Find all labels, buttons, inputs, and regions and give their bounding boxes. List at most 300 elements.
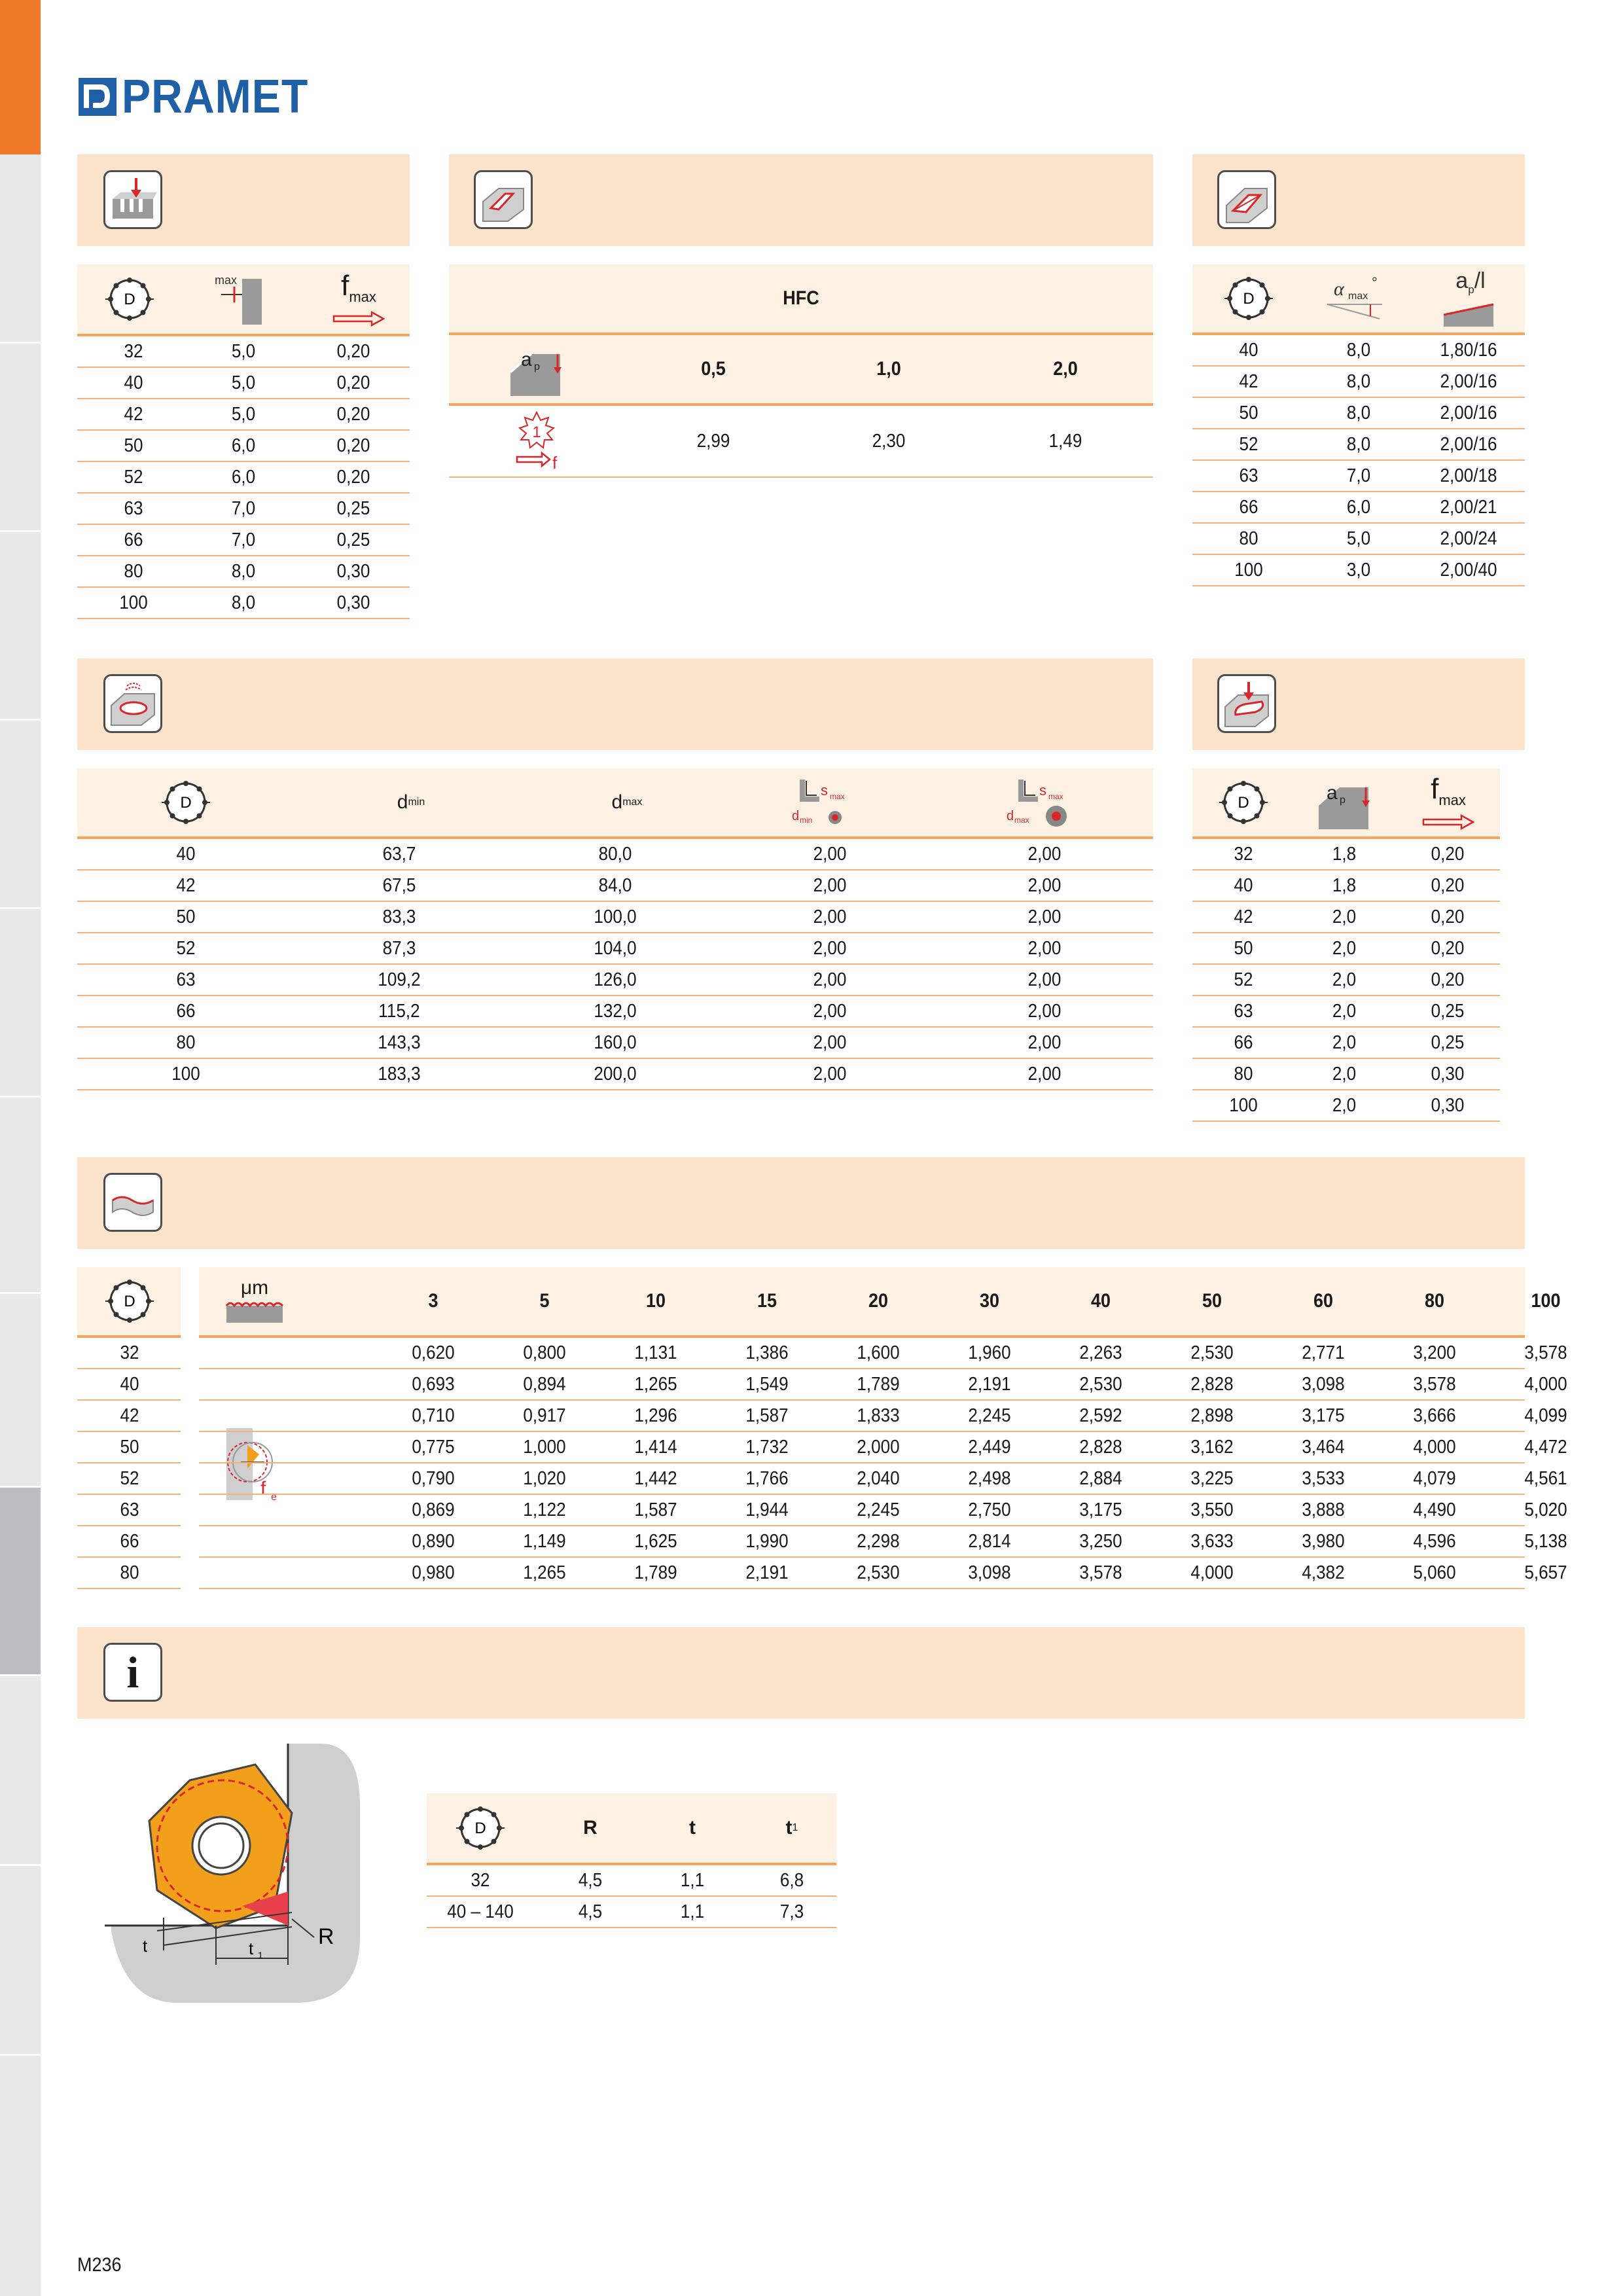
hfc-table-header bbox=[449, 264, 1153, 335]
svg-text:1: 1 bbox=[532, 423, 541, 441]
info-cell: 1,1 bbox=[680, 1901, 705, 1922]
fmax-symbol bbox=[326, 264, 391, 334]
plunge-cell: 5,0 bbox=[231, 340, 256, 362]
plunge-cell: 52 bbox=[124, 466, 143, 488]
finish-value-cell: 2,245 bbox=[968, 1405, 1011, 1426]
finish-value-cell: 1,600 bbox=[857, 1342, 900, 1363]
plunge-cell: 8,0 bbox=[231, 560, 256, 582]
finish-value-cell: 1,549 bbox=[745, 1373, 789, 1395]
finish-diameter-row bbox=[77, 1463, 181, 1495]
svg-text:p: p bbox=[1340, 795, 1346, 806]
finish-value-cell: 2,263 bbox=[1079, 1342, 1122, 1363]
finish-value-row bbox=[199, 1495, 1567, 1526]
svg-text:p: p bbox=[534, 361, 540, 372]
finish-value-row bbox=[199, 1401, 1567, 1432]
ramp-cell: 8,0 bbox=[1346, 339, 1371, 361]
hfc-f-value: 1,49 bbox=[1048, 430, 1082, 452]
finish-value-cell: 3,098 bbox=[1302, 1373, 1345, 1395]
finish-diameter-cell: 66 bbox=[120, 1530, 139, 1552]
plunge-cell: 0,20 bbox=[336, 340, 370, 362]
current-chapter-tab bbox=[0, 1486, 41, 1674]
circ-cell: 40 bbox=[1234, 874, 1253, 896]
circ-cell: 66 bbox=[1234, 1031, 1253, 1053]
ramp-row bbox=[1192, 524, 1525, 555]
svg-text:max: max bbox=[215, 274, 238, 287]
circ-cell: 0,20 bbox=[1431, 969, 1465, 990]
svg-text:max: max bbox=[1348, 291, 1368, 302]
circ-cell: 50 bbox=[1234, 937, 1253, 959]
plunge-row bbox=[77, 431, 410, 462]
pramet-logo bbox=[77, 71, 325, 123]
svg-text:D: D bbox=[1243, 290, 1255, 308]
finish-value-cell: 3,533 bbox=[1302, 1467, 1345, 1489]
circ-row bbox=[1192, 870, 1500, 902]
finish-value-cell: 4,561 bbox=[1524, 1467, 1567, 1489]
svg-text:a: a bbox=[1327, 782, 1338, 804]
info-row bbox=[427, 1897, 836, 1928]
finish-value-cell: 4,472 bbox=[1524, 1436, 1567, 1458]
finish-value-cell: 3,464 bbox=[1302, 1436, 1345, 1458]
finish-value-cell: 2,750 bbox=[968, 1499, 1011, 1520]
helical-cell: 80,0 bbox=[598, 843, 632, 865]
svg-text:D: D bbox=[474, 1820, 486, 1837]
finish-diameter-row bbox=[77, 1495, 181, 1526]
plunge-cell: 32 bbox=[124, 340, 143, 362]
smax-at-dmin-symbol bbox=[784, 768, 863, 836]
plunge-cell: 80 bbox=[124, 560, 143, 582]
circ-cell: 2,0 bbox=[1332, 906, 1357, 927]
finish-diameter-row bbox=[77, 1526, 181, 1558]
finish-value-cell: 3,578 bbox=[1413, 1373, 1456, 1395]
finish-value-cell: 1,131 bbox=[634, 1342, 677, 1363]
finish-value-rows bbox=[199, 1338, 1567, 1589]
info-cell: 32 bbox=[471, 1869, 490, 1891]
svg-text:R: R bbox=[318, 1924, 334, 1949]
helical-cell: 160,0 bbox=[594, 1031, 637, 1053]
helical-row bbox=[77, 1028, 1153, 1059]
plunge-rows bbox=[77, 336, 410, 619]
circ-row bbox=[1192, 965, 1500, 996]
helical-interpolation-icon bbox=[103, 674, 162, 733]
helical-cell: 2,00 bbox=[813, 1031, 847, 1053]
header-R: R bbox=[583, 1817, 597, 1839]
finish-value-cell: 3,578 bbox=[1524, 1342, 1567, 1363]
circ-cell: 2,0 bbox=[1332, 1094, 1357, 1116]
helical-cell: 183,3 bbox=[378, 1063, 421, 1085]
ramp-cell: 2,00/24 bbox=[1440, 528, 1497, 549]
finish-value-cell: 3,578 bbox=[1079, 1562, 1122, 1583]
info-cell: 7,3 bbox=[779, 1901, 804, 1922]
helical-cell: 2,00 bbox=[813, 937, 847, 959]
helical-cell: 2,00 bbox=[813, 906, 847, 927]
plunge-cell: 0,20 bbox=[336, 403, 370, 425]
info-cell: 1,1 bbox=[680, 1869, 705, 1891]
finish-value-cell: 1,265 bbox=[634, 1373, 677, 1395]
finish-value-cell: 2,530 bbox=[857, 1562, 900, 1583]
finish-value-row bbox=[199, 1463, 1567, 1495]
circ-cell: 1,8 bbox=[1332, 874, 1357, 896]
helical-cell: 2,00 bbox=[1027, 937, 1061, 959]
insert-geometry-diagram bbox=[98, 1734, 373, 2016]
helical-cell: 63,7 bbox=[382, 843, 416, 865]
finish-value-cell: 1,625 bbox=[634, 1530, 677, 1552]
finish-value-cell: 4,490 bbox=[1413, 1499, 1456, 1520]
ramp-cell: 8,0 bbox=[1346, 433, 1371, 455]
ramp-table bbox=[1192, 264, 1525, 589]
circ-table bbox=[1192, 768, 1500, 1124]
helical-cell: 200,0 bbox=[594, 1063, 637, 1085]
helical-cell: 2,00 bbox=[813, 1063, 847, 1085]
helical-cell: 2,00 bbox=[813, 969, 847, 990]
svg-text:d: d bbox=[1007, 809, 1014, 823]
finish-diameter-cell: 52 bbox=[120, 1467, 139, 1489]
finish-value-cell: 0,890 bbox=[412, 1530, 455, 1552]
helical-cell: 52 bbox=[176, 937, 196, 959]
finish-value-cell: 1,265 bbox=[523, 1562, 566, 1583]
finish-value-cell: 2,898 bbox=[1190, 1405, 1234, 1426]
helical-cell: 100 bbox=[171, 1063, 200, 1085]
helical-rows bbox=[77, 839, 1153, 1090]
plunge-cell: 42 bbox=[124, 403, 143, 425]
circ-cell: 32 bbox=[1234, 843, 1253, 865]
finish-value-cell: 1,000 bbox=[523, 1436, 566, 1458]
ramp-cell: 52 bbox=[1239, 433, 1258, 455]
helical-cell: 2,00 bbox=[1027, 1063, 1061, 1085]
circ-cell: 0,30 bbox=[1431, 1063, 1465, 1085]
plunge-cell: 0,20 bbox=[336, 372, 370, 393]
diameter-symbol-icon bbox=[1217, 768, 1270, 836]
finish-value-cell: 4,000 bbox=[1190, 1562, 1234, 1583]
finish-value-row bbox=[199, 1558, 1567, 1589]
ramp-cell: 2,00/21 bbox=[1440, 496, 1497, 518]
helical-cell: 143,3 bbox=[378, 1031, 421, 1053]
finish-value-cell: 2,828 bbox=[1079, 1436, 1122, 1458]
plunge-cell: 7,0 bbox=[231, 529, 256, 550]
finish-value-cell: 2,298 bbox=[857, 1530, 900, 1552]
finish-value-cell: 1,296 bbox=[634, 1405, 677, 1426]
finish-value-cell: 3,888 bbox=[1302, 1499, 1345, 1520]
finish-diameter-row bbox=[77, 1558, 181, 1589]
circ-row bbox=[1192, 996, 1500, 1028]
ramp-cell: 8,0 bbox=[1346, 402, 1371, 423]
hfc-ap-value: 0,5 bbox=[701, 358, 726, 380]
finish-value-cell: 1,149 bbox=[523, 1530, 566, 1552]
helical-cell: 104,0 bbox=[594, 937, 637, 959]
plunge-cell: 7,0 bbox=[231, 497, 256, 519]
ap-sub: p bbox=[1468, 283, 1474, 296]
helical-cell: 2,00 bbox=[1027, 843, 1061, 865]
helical-row bbox=[77, 933, 1153, 965]
ramp-cell: 2,00/40 bbox=[1440, 559, 1497, 581]
finish-diameter-header bbox=[77, 1267, 181, 1338]
helical-cell: 132,0 bbox=[594, 1000, 637, 1022]
finish-value-cell: 2,884 bbox=[1079, 1467, 1122, 1489]
helical-cell: 66 bbox=[176, 1000, 196, 1022]
finish-value-cell: 0,800 bbox=[523, 1342, 566, 1363]
finish-value-cell: 4,382 bbox=[1302, 1562, 1345, 1583]
surface-finish-icon bbox=[103, 1173, 162, 1232]
finish-value-cell: 1,414 bbox=[634, 1436, 677, 1458]
ramp-table-header bbox=[1192, 264, 1525, 335]
helical-cell: 40 bbox=[176, 843, 196, 865]
svg-text:d: d bbox=[792, 809, 800, 823]
circ-cell: 63 bbox=[1234, 1000, 1253, 1022]
header-t: t bbox=[689, 1817, 696, 1839]
chapter-tab bbox=[0, 1864, 41, 2054]
finish-value-row bbox=[199, 1526, 1567, 1558]
finish-value-cell: 0,693 bbox=[412, 1373, 455, 1395]
ramp-row bbox=[1192, 429, 1525, 461]
finish-column-label: 3 bbox=[428, 1290, 438, 1312]
finish-value-cell: 3,250 bbox=[1079, 1530, 1122, 1552]
info-table-header bbox=[427, 1793, 836, 1865]
finish-value-cell: 2,000 bbox=[857, 1436, 900, 1458]
finish-value-cell: 2,040 bbox=[857, 1467, 900, 1489]
finish-value-cell: 2,191 bbox=[745, 1562, 789, 1583]
circular-ramping-icon bbox=[1217, 674, 1276, 733]
circ-row bbox=[1192, 839, 1500, 870]
finish-diameter-cell: 63 bbox=[120, 1499, 139, 1520]
svg-text:a: a bbox=[521, 349, 532, 370]
info-cell: 4,5 bbox=[578, 1869, 603, 1891]
finish-value-cell: 1,122 bbox=[523, 1499, 566, 1520]
finish-value-cell: 1,732 bbox=[745, 1436, 789, 1458]
ramp-cell: 40 bbox=[1239, 339, 1258, 361]
finish-value-cell: 1,960 bbox=[968, 1342, 1011, 1363]
finish-columns-header bbox=[199, 1267, 1561, 1338]
svg-text:D: D bbox=[124, 291, 135, 308]
svg-text:t: t bbox=[143, 1936, 148, 1956]
finish-table bbox=[77, 1267, 1567, 1592]
helical-cell: 2,00 bbox=[1027, 1000, 1061, 1022]
circ-cell: 2,0 bbox=[1332, 1063, 1357, 1085]
svg-text:1: 1 bbox=[258, 1950, 263, 1960]
helical-cell: 87,3 bbox=[382, 937, 416, 959]
ap-depth-symbol bbox=[1313, 768, 1378, 836]
info-cell: 4,5 bbox=[578, 1901, 603, 1922]
helical-cell: 80 bbox=[176, 1031, 196, 1053]
plunge-cell: 5,0 bbox=[231, 403, 256, 425]
ramp-band bbox=[1192, 154, 1525, 246]
chapter-tab bbox=[0, 1674, 41, 1864]
plunge-cell: 50 bbox=[124, 435, 143, 456]
finish-value-cell: 3,225 bbox=[1190, 1467, 1234, 1489]
ramp-cell: 66 bbox=[1239, 496, 1258, 518]
svg-text:°: ° bbox=[1372, 274, 1378, 291]
circ-cell: 2,0 bbox=[1332, 969, 1357, 990]
plunge-cell: 0,30 bbox=[336, 560, 370, 582]
ramp-row bbox=[1192, 461, 1525, 492]
finish-value-cell: 5,020 bbox=[1524, 1499, 1567, 1520]
smax-at-dmax-symbol bbox=[1003, 768, 1081, 836]
ap-label: a bbox=[1455, 268, 1469, 294]
finish-value-cell: 2,530 bbox=[1079, 1373, 1122, 1395]
finish-value-cell: 2,771 bbox=[1302, 1342, 1345, 1363]
finish-value-cell: 1,587 bbox=[745, 1405, 789, 1426]
svg-text:t: t bbox=[249, 1939, 254, 1958]
max-depth-symbol bbox=[208, 264, 274, 334]
finish-value-cell: 1,789 bbox=[634, 1562, 677, 1583]
svg-text:f: f bbox=[260, 1478, 266, 1499]
ramp-cell: 5,0 bbox=[1346, 528, 1371, 549]
helical-cell: 115,2 bbox=[378, 1000, 420, 1022]
ramp-rows bbox=[1192, 335, 1525, 586]
finish-value-cell: 3,175 bbox=[1079, 1499, 1122, 1520]
chapter-tab bbox=[0, 719, 41, 907]
ramp-row bbox=[1192, 335, 1525, 367]
ramp-cell: 2,00/16 bbox=[1440, 433, 1497, 455]
svg-text:f: f bbox=[552, 453, 558, 473]
finish-value-cell: 4,000 bbox=[1524, 1373, 1567, 1395]
helical-cell: 67,5 bbox=[382, 874, 416, 896]
info-cell: 6,8 bbox=[779, 1869, 804, 1891]
finish-value-cell: 1,944 bbox=[745, 1499, 789, 1520]
circ-cell: 2,0 bbox=[1332, 1000, 1357, 1022]
plunge-cell: 6,0 bbox=[231, 466, 256, 488]
finish-value-cell: 4,596 bbox=[1413, 1530, 1456, 1552]
chapter-tab bbox=[0, 2054, 41, 2296]
ramp-cell: 6,0 bbox=[1346, 496, 1371, 518]
ramp-cell: 42 bbox=[1239, 370, 1258, 392]
circ-row bbox=[1192, 1059, 1500, 1090]
finish-value-cell: 2,498 bbox=[968, 1467, 1011, 1489]
helical-cell: 2,00 bbox=[813, 1000, 847, 1022]
helical-cell: 84,0 bbox=[598, 874, 632, 896]
finish-value-cell: 2,245 bbox=[857, 1499, 900, 1520]
finish-value-cell: 5,657 bbox=[1524, 1562, 1567, 1583]
plunge-cell: 0,20 bbox=[336, 466, 370, 488]
info-letter: i bbox=[126, 1647, 139, 1697]
finish-value-cell: 4,099 bbox=[1524, 1405, 1567, 1426]
circ-row bbox=[1192, 933, 1500, 965]
header-t1: t 1 bbox=[785, 1817, 798, 1839]
finish-value-cell: 1,386 bbox=[745, 1342, 789, 1363]
finish-value-cell: 3,550 bbox=[1190, 1499, 1234, 1520]
chapter-tab bbox=[0, 530, 41, 719]
info-cell: 40 – 140 bbox=[447, 1901, 514, 1922]
helical-table-header bbox=[77, 768, 1153, 839]
svg-text:s: s bbox=[1039, 782, 1046, 798]
circ-band bbox=[1192, 658, 1525, 750]
info-icon bbox=[103, 1643, 162, 1702]
svg-text:D: D bbox=[124, 1293, 135, 1310]
hfc-ap-value: 2,0 bbox=[1053, 358, 1078, 380]
finish-value-cell: 0,775 bbox=[412, 1436, 455, 1458]
finish-value-cell: 3,980 bbox=[1302, 1530, 1345, 1552]
ramp-row bbox=[1192, 492, 1525, 524]
hfc-table bbox=[449, 264, 1153, 478]
plunge-row bbox=[77, 493, 410, 525]
finish-column-label: 50 bbox=[1202, 1290, 1222, 1312]
finish-value-row bbox=[199, 1369, 1567, 1401]
finish-value-cell: 3,175 bbox=[1302, 1405, 1345, 1426]
finish-value-cell: 1,442 bbox=[634, 1467, 677, 1489]
hfc-f-values bbox=[449, 406, 1153, 476]
finish-value-cell: 3,633 bbox=[1190, 1530, 1234, 1552]
diameter-symbol-icon bbox=[1222, 264, 1275, 332]
roughness-unit: μm bbox=[240, 1277, 269, 1299]
svg-text:max: max bbox=[1014, 816, 1029, 825]
svg-text:D: D bbox=[180, 794, 192, 812]
helical-cell: 2,00 bbox=[813, 874, 847, 896]
helical-row bbox=[77, 839, 1153, 870]
plunge-band bbox=[77, 154, 410, 246]
helical-cell: 83,3 bbox=[382, 906, 416, 927]
info-table bbox=[427, 1793, 836, 1936]
circ-table-header bbox=[1192, 768, 1500, 839]
ramp-cell: 63 bbox=[1239, 465, 1258, 486]
plunge-table bbox=[77, 264, 410, 620]
ramp-angle-symbol bbox=[1323, 264, 1395, 332]
plunge-cell: 0,20 bbox=[336, 435, 370, 456]
svg-text:e: e bbox=[271, 1492, 277, 1503]
helical-cell: 63 bbox=[176, 969, 196, 990]
ramp-cell: 2,00/16 bbox=[1440, 402, 1497, 423]
finish-value-cell: 0,869 bbox=[412, 1499, 455, 1520]
finish-column-label: 30 bbox=[979, 1290, 1000, 1312]
info-band bbox=[77, 1627, 1525, 1719]
circ-rows bbox=[1192, 839, 1500, 1122]
plunge-cell: 0,25 bbox=[336, 529, 370, 550]
finish-value-cell: 5,138 bbox=[1524, 1530, 1567, 1552]
finish-column-label: 5 bbox=[539, 1290, 550, 1312]
ramp-cell: 2,00/18 bbox=[1440, 465, 1497, 486]
helical-cell: 2,00 bbox=[1027, 1031, 1061, 1053]
finish-value-cell: 0,894 bbox=[523, 1373, 566, 1395]
finish-column-label: 60 bbox=[1313, 1290, 1334, 1312]
finish-value-cell: 1,020 bbox=[523, 1467, 566, 1489]
plunge-cell: 63 bbox=[124, 497, 143, 519]
finish-value-cell: 3,666 bbox=[1413, 1405, 1456, 1426]
plunge-cell: 5,0 bbox=[231, 372, 256, 393]
chapter-tab bbox=[0, 1292, 41, 1486]
helical-band bbox=[77, 658, 1153, 750]
plunge-cell: 100 bbox=[119, 592, 148, 613]
circ-cell: 2,0 bbox=[1332, 937, 1357, 959]
finish-value-cell: 1,990 bbox=[745, 1530, 789, 1552]
hfc-ap-value: 1,0 bbox=[876, 358, 901, 380]
ramp-cell: 1,80/16 bbox=[1440, 339, 1497, 361]
finish-value-cell: 0,620 bbox=[412, 1342, 455, 1363]
circ-cell: 0,20 bbox=[1431, 906, 1465, 927]
finish-column-label: 10 bbox=[645, 1290, 666, 1312]
helical-table bbox=[77, 768, 1153, 1092]
fmax-label: f bbox=[341, 269, 349, 302]
dmax-header: d max bbox=[611, 791, 643, 813]
ramp-row bbox=[1192, 555, 1525, 586]
helical-cell: 109,2 bbox=[378, 969, 421, 990]
plunge-milling-icon bbox=[103, 170, 162, 229]
hfc-f-value: 2,99 bbox=[696, 430, 730, 452]
circ-row bbox=[1192, 1090, 1500, 1122]
ramp-cell: 3,0 bbox=[1346, 559, 1371, 581]
helical-cell: 2,00 bbox=[1027, 906, 1061, 927]
hfc-ap-row bbox=[449, 335, 1153, 406]
finish-value-cell: 4,079 bbox=[1413, 1467, 1456, 1489]
svg-text:min: min bbox=[800, 816, 813, 825]
hfc-f-value: 2,30 bbox=[872, 430, 906, 452]
ramping-icon bbox=[1217, 170, 1276, 229]
ap-tail: /l bbox=[1474, 268, 1486, 294]
ramp-cell: 50 bbox=[1239, 402, 1258, 423]
hfc-f-row bbox=[449, 406, 1153, 478]
finish-value-row bbox=[199, 1432, 1567, 1463]
plunge-cell: 6,0 bbox=[231, 435, 256, 456]
diameter-symbol-icon bbox=[454, 1793, 507, 1863]
finish-diameter-cell: 80 bbox=[120, 1562, 139, 1583]
plunge-cell: 8,0 bbox=[231, 592, 256, 613]
ap-per-length-symbol bbox=[1435, 264, 1507, 332]
